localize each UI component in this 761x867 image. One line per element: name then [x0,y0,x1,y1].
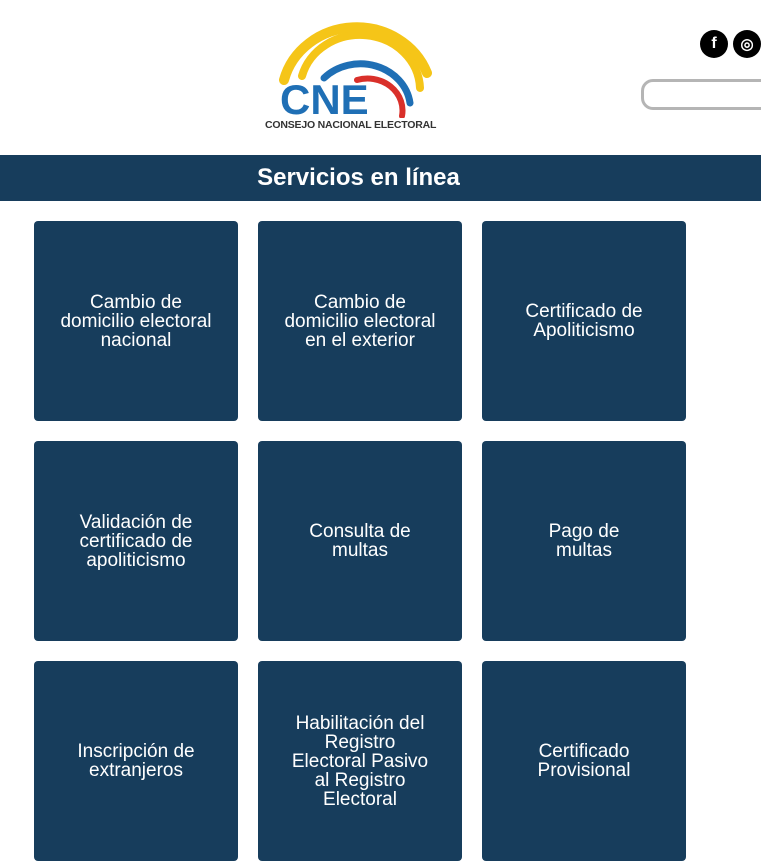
service-tile[interactable]: Validación de certificado de apoliticismo [34,441,238,641]
service-tile[interactable]: Inscripción de extranjeros [34,661,238,861]
service-tile[interactable]: Pago de multas [482,441,686,641]
cne-logo[interactable] [262,18,447,133]
logo-text: CONSEJO NACIONAL ELECTORAL [265,119,437,131]
service-tile[interactable]: Certificado de Apoliticismo [482,221,686,421]
service-tile[interactable]: Cambio de domicilio electoral en el exterior [258,221,462,421]
service-tile[interactable]: Habilitación del Registro Electoral Pasivo al Registro Electoral [258,661,462,861]
section-header [0,155,761,201]
search-input[interactable] [641,79,761,110]
page-title: Servicios en línea [257,164,460,191]
instagram-icon[interactable]: ◎ [733,30,761,58]
cne-logo-graphic [262,18,447,118]
service-tile[interactable]: Certificado Provisional [482,661,686,861]
service-tile[interactable]: Cambio de domicilio electoral nacional [34,221,238,421]
service-tile[interactable]: Consulta de multas [258,441,462,641]
logo-letters: CNE [280,76,369,118]
facebook-icon[interactable]: f [700,30,728,58]
